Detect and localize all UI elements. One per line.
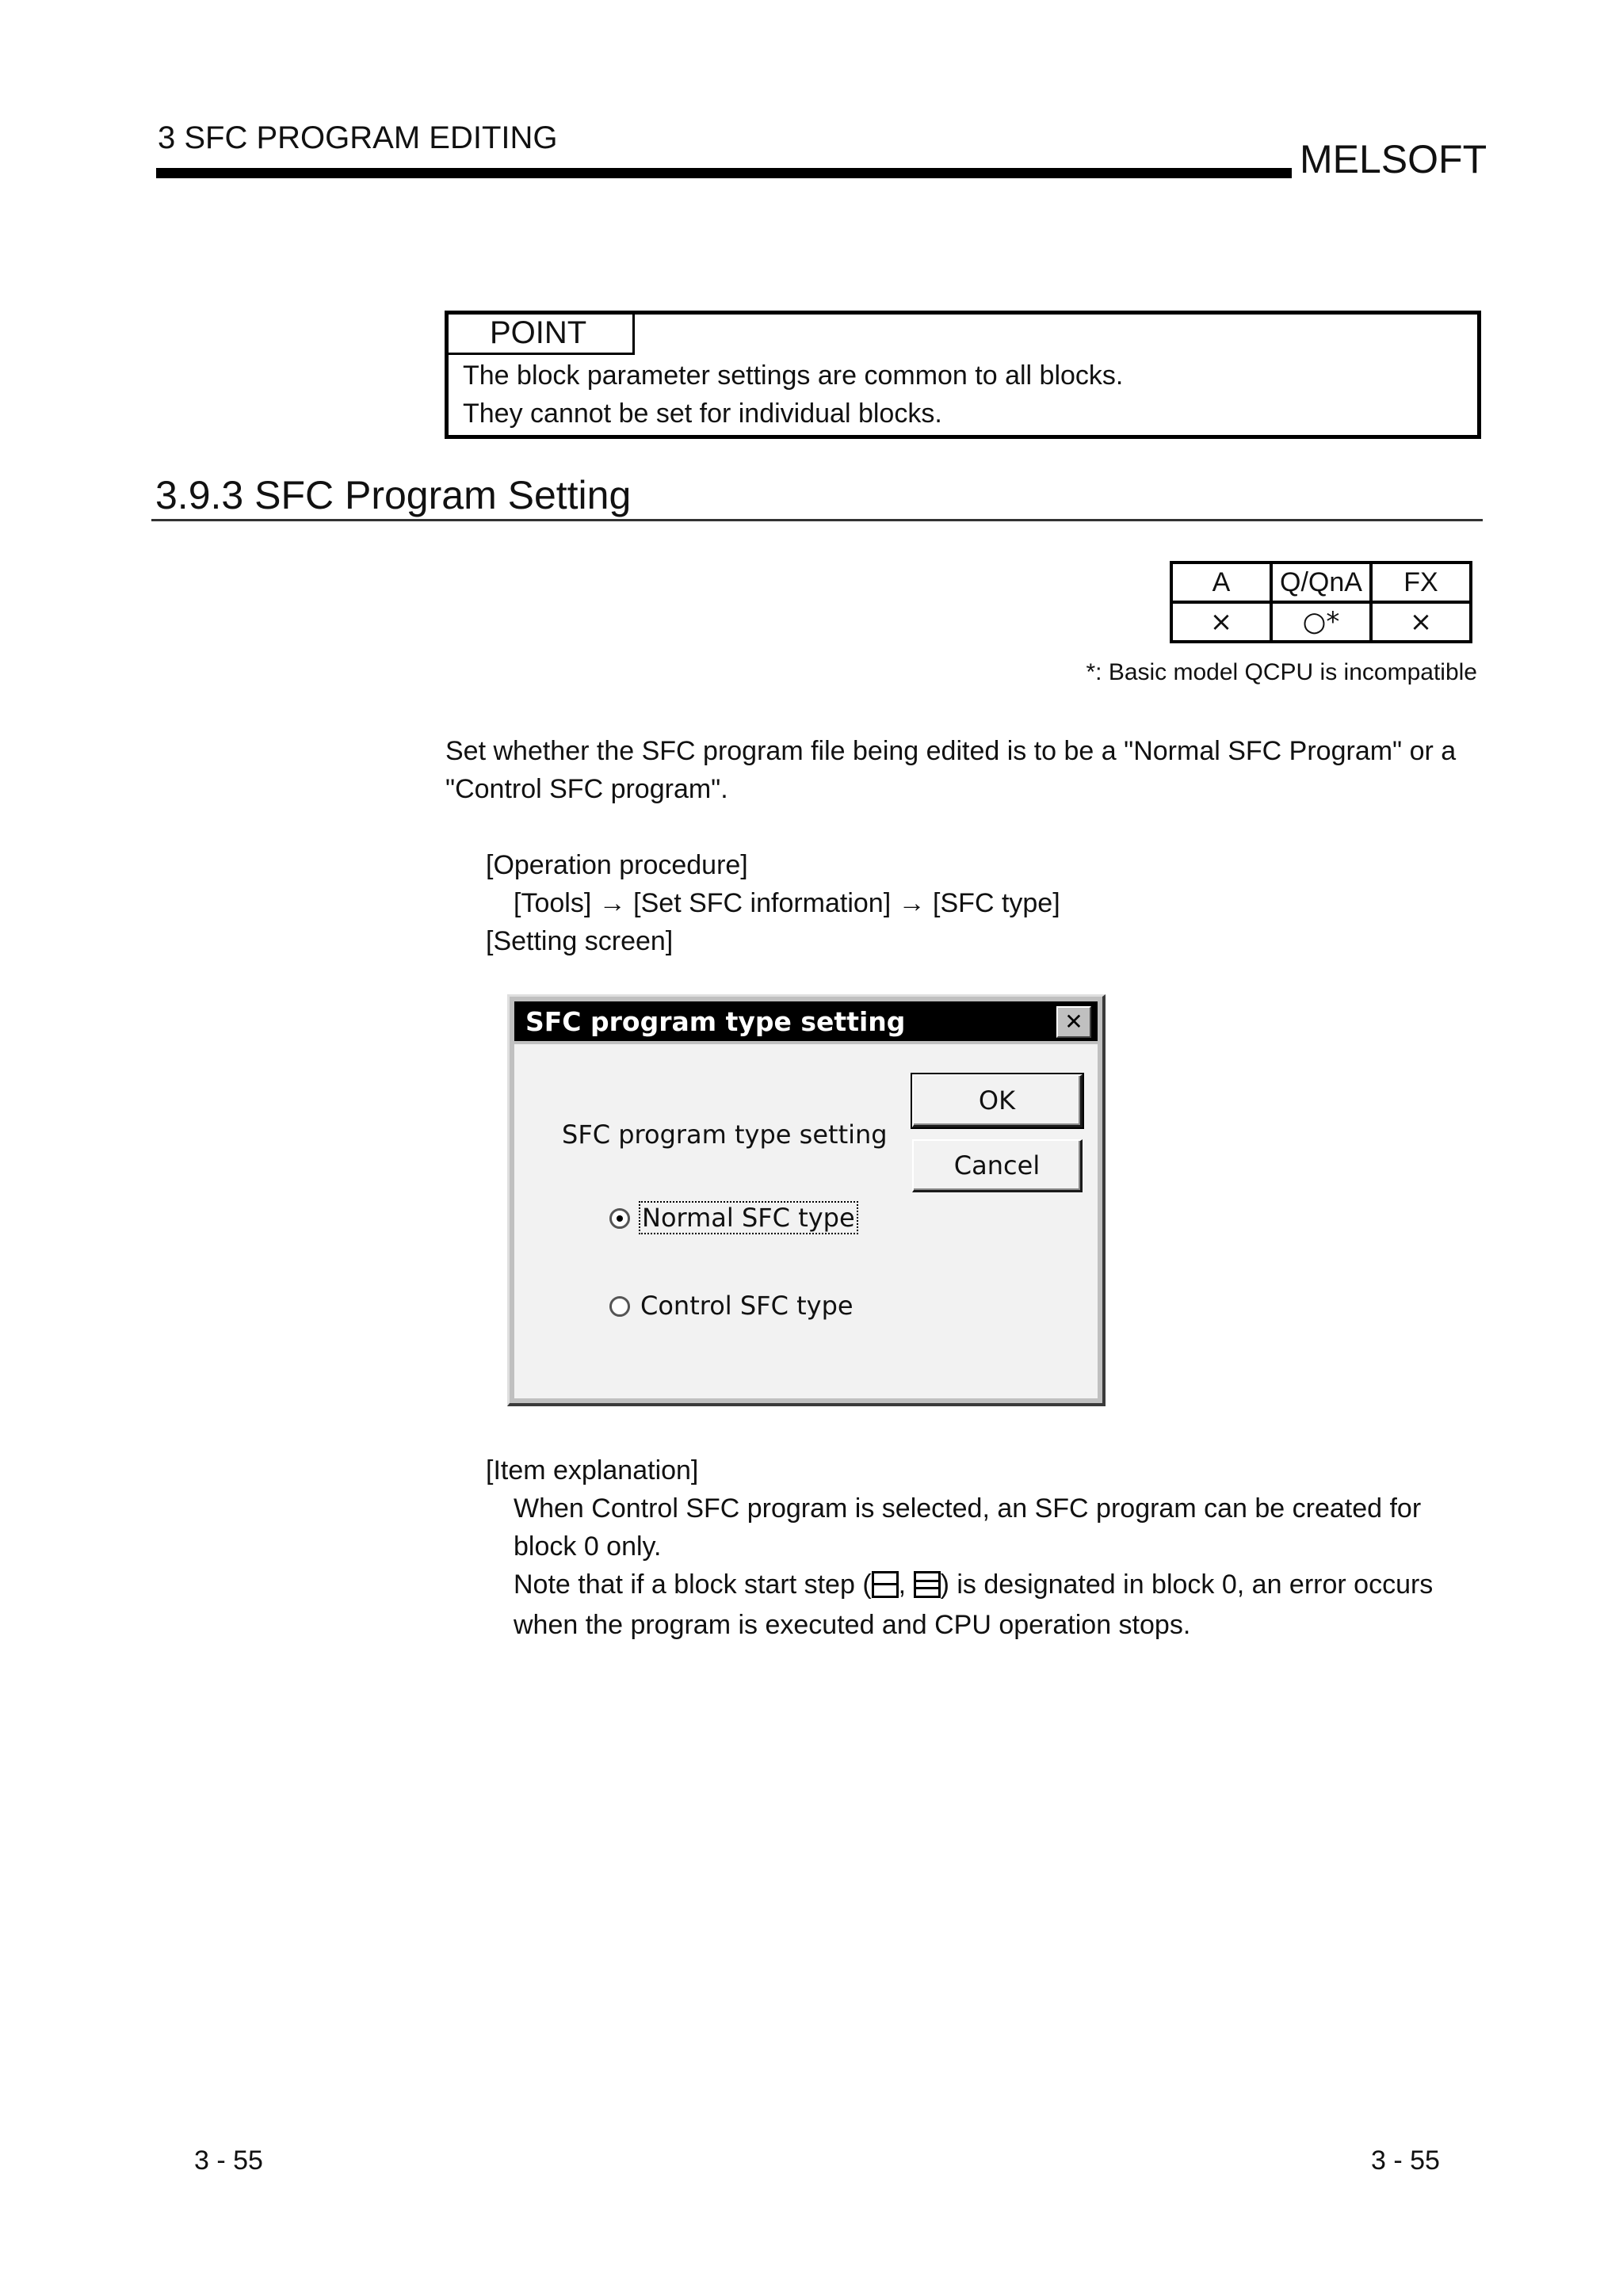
- chapter-title: 3 SFC PROGRAM EDITING: [158, 120, 558, 155]
- compat-header-a: A: [1171, 563, 1271, 602]
- radio-control-sfc[interactable]: [609, 1296, 630, 1317]
- compat-value-a: ×: [1171, 602, 1271, 642]
- note-separator: ,: [898, 1569, 907, 1600]
- compatibility-table: [1170, 561, 1472, 643]
- item-line-2: block 0 only.: [514, 1531, 662, 1562]
- setting-screen-heading: [Setting screen]: [486, 926, 674, 956]
- operation-path: [Tools] → [Set SFC information] → [SFC type]: [514, 888, 1060, 918]
- dialog-body: [514, 1044, 1098, 1398]
- page-number-left: 3 - 55: [194, 2145, 263, 2176]
- compat-note: *: Basic model QCPU is incompatible: [1086, 659, 1477, 685]
- cancel-button[interactable]: Cancel: [912, 1139, 1083, 1192]
- block-start-step-double-icon: [914, 1571, 941, 1598]
- note-line-1: [514, 1566, 1433, 1604]
- note-suffix: ) is designated in block 0, an error occurs: [940, 1569, 1434, 1600]
- radio-selected-dot: [617, 1215, 623, 1222]
- page-number-right: 3 - 55: [1371, 2145, 1440, 2176]
- sfc-type-dialog: [507, 994, 1106, 1406]
- intro-line-2: "Control SFC program".: [445, 774, 728, 804]
- dialog-title: SFC program type setting: [525, 1006, 906, 1037]
- item-line-1: When Control SFC program is selected, an SFC program can be created for: [514, 1493, 1422, 1524]
- header-rule: [156, 168, 1292, 178]
- item-heading: [Item explanation]: [486, 1455, 699, 1486]
- section-rule: [151, 519, 1483, 521]
- point-label: POINT: [490, 315, 587, 350]
- radio-label-normal-sfc[interactable]: [639, 1203, 858, 1233]
- note-prefix: Note that if a block start step (: [514, 1569, 872, 1600]
- ok-button[interactable]: OK: [912, 1074, 1083, 1127]
- compat-header-fx: FX: [1371, 563, 1471, 602]
- radio-label-control-sfc[interactable]: Control SFC type: [640, 1291, 854, 1321]
- operation-heading: [Operation procedure]: [486, 850, 748, 880]
- close-icon[interactable]: ✕: [1056, 1006, 1091, 1038]
- intro-line-1: Set whether the SFC program file being edited is to be a "Normal SFC Program" or a: [445, 736, 1457, 766]
- compat-value-fx: ×: [1371, 602, 1471, 642]
- compat-header-qqna: Q/QnA: [1271, 563, 1371, 602]
- dialog-titlebar: [514, 1001, 1098, 1041]
- point-line-1: The block parameter settings are common to all blocks.: [463, 360, 1124, 391]
- note-line-2: when the program is executed and CPU operation stops.: [514, 1610, 1191, 1640]
- point-line-2: They cannot be set for individual blocks.: [463, 399, 942, 429]
- compat-value-qqna: ○*: [1271, 602, 1371, 642]
- brand-name: MELSOFT: [1300, 137, 1487, 181]
- radio-normal-sfc[interactable]: [609, 1208, 630, 1229]
- group-label: SFC program type setting: [562, 1119, 888, 1150]
- section-title: 3.9.3 SFC Program Setting: [155, 473, 632, 517]
- block-start-step-icon: [872, 1571, 899, 1598]
- focus-label-normal-sfc: Normal SFC type: [639, 1201, 858, 1234]
